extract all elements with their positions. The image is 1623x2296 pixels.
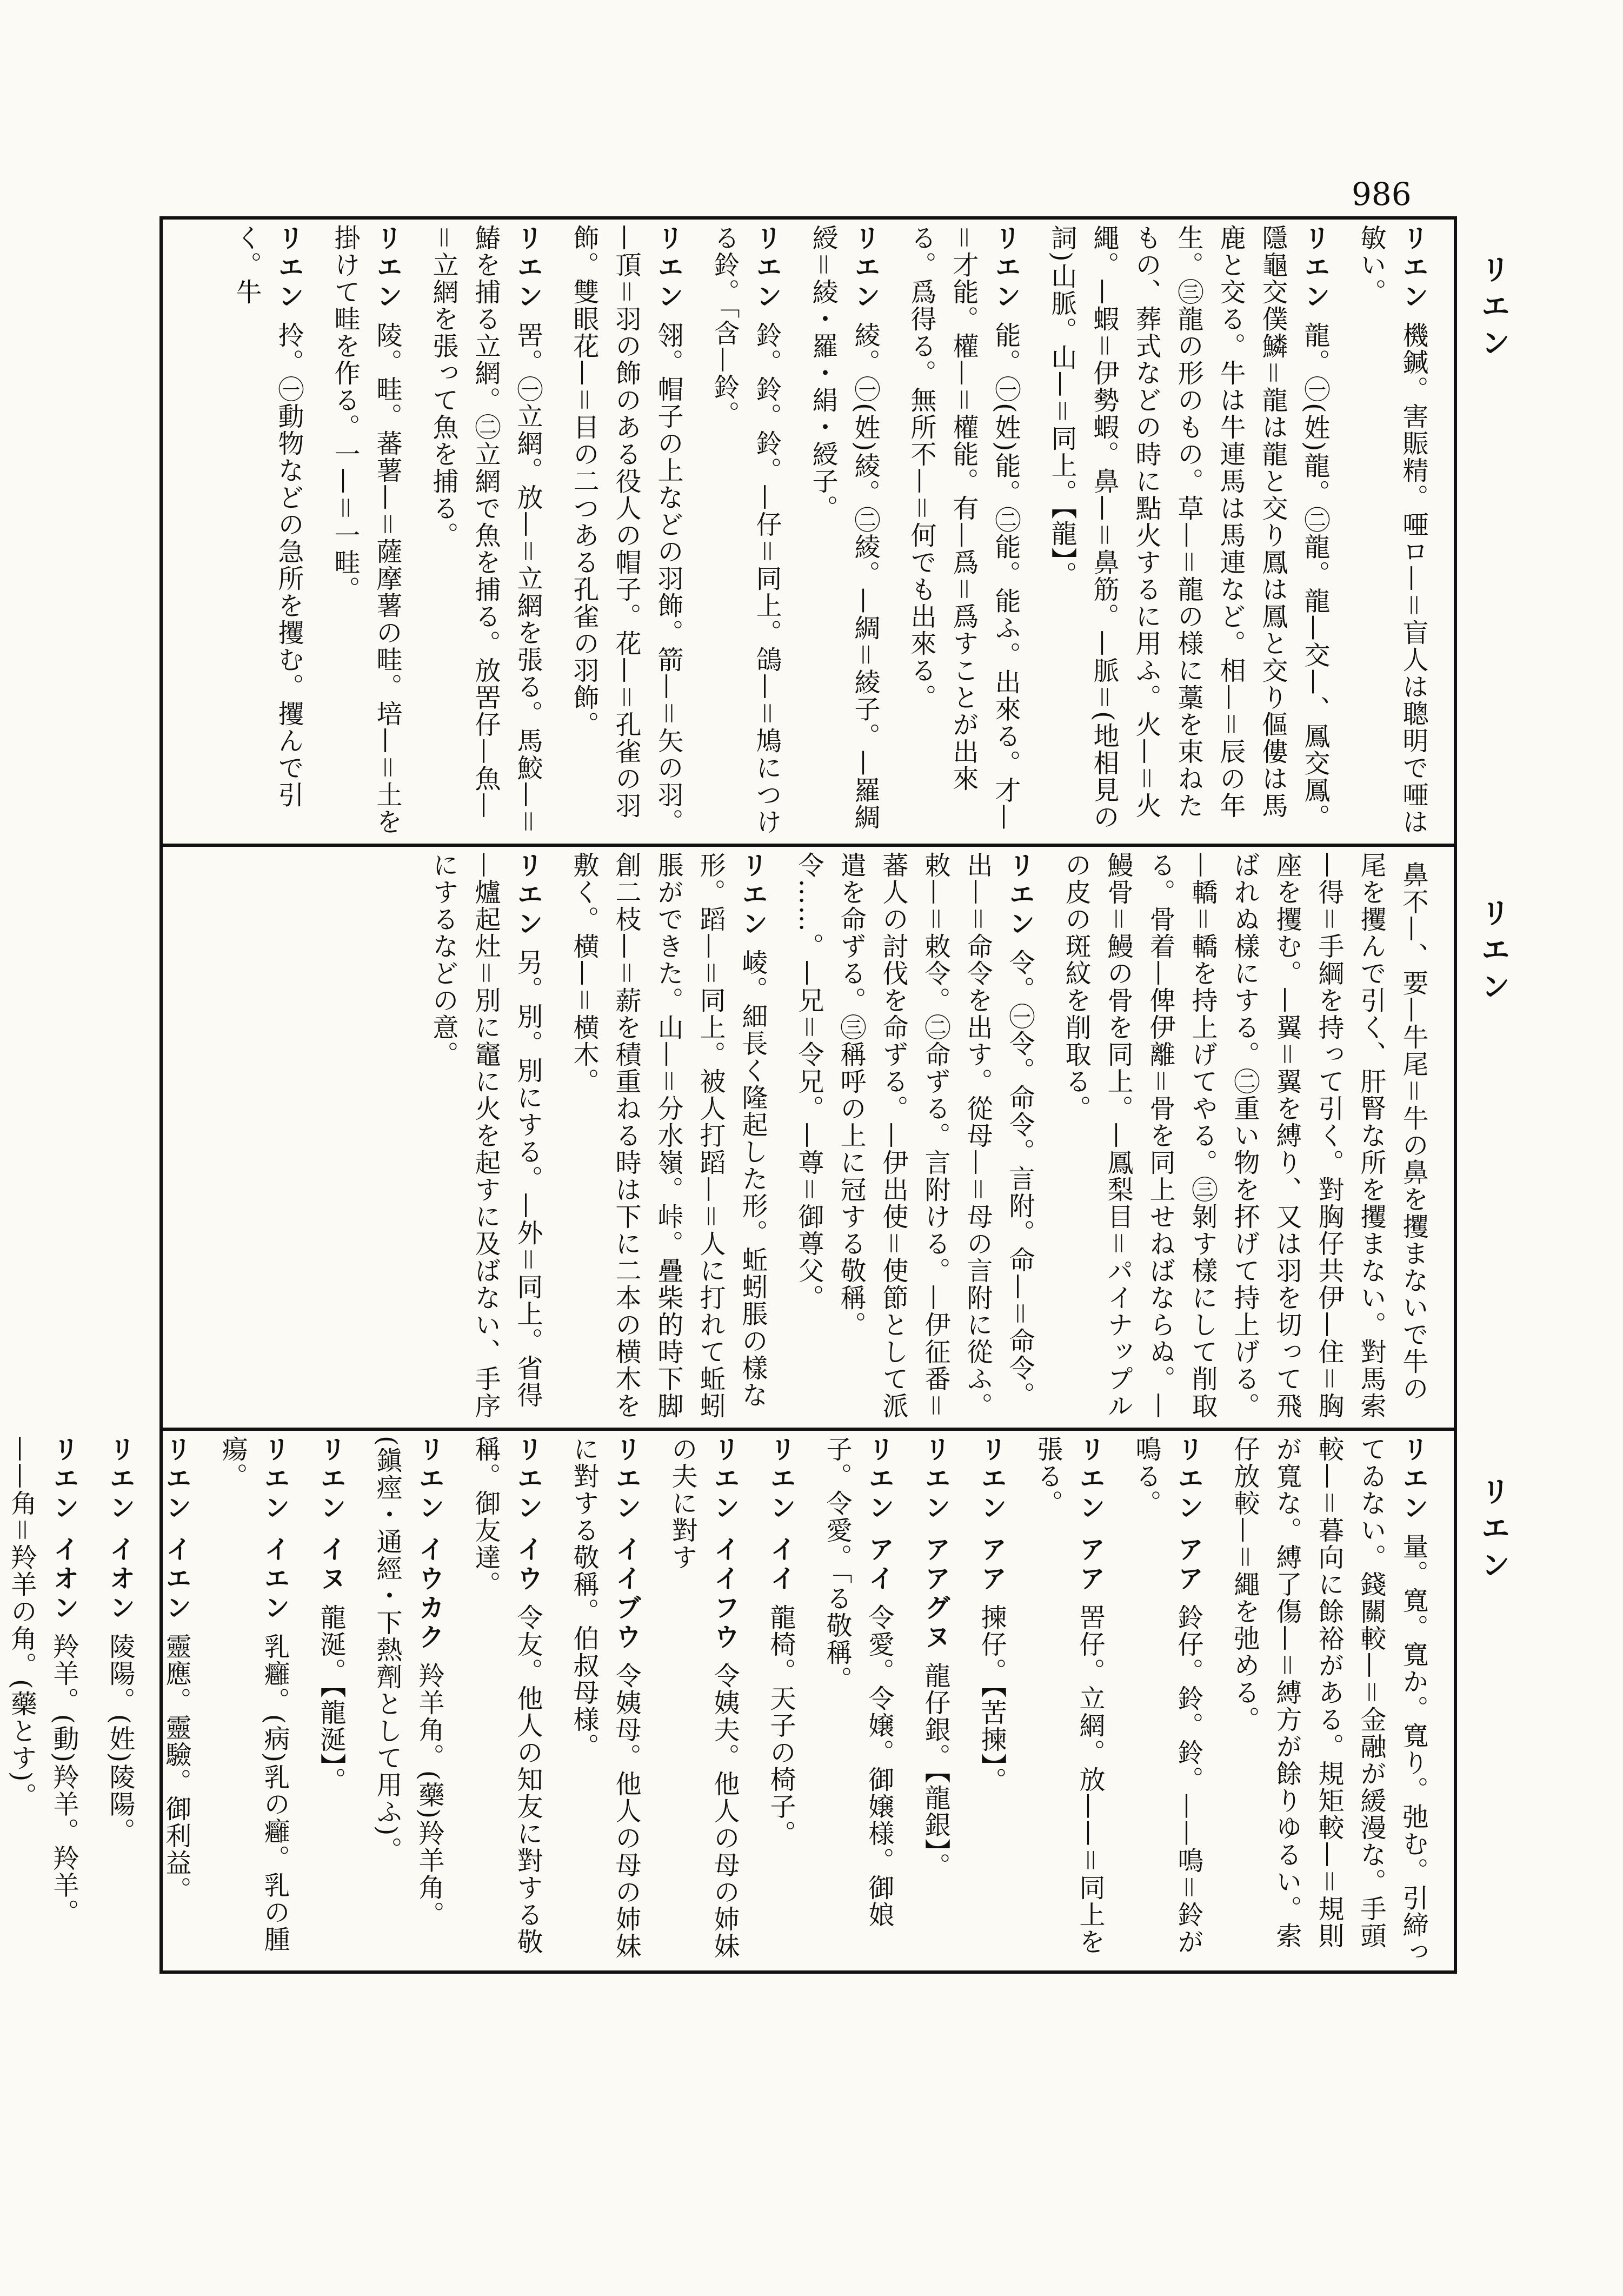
entry-body: 令友。他人の知友に對する敬稱。御友達。	[470, 1436, 543, 1955]
entry-body: 揀仔。【苦揀】。	[976, 1603, 1007, 1794]
dictionary-entry	[1223, 1436, 1434, 1966]
entry-body: 靈應。靈驗。御利益。	[161, 1633, 191, 1903]
entry-body: 龍椅。天子の椅子。	[766, 1603, 796, 1847]
entry-body: 龍。㊀(姓)龍。㊁龍。龍—交—、鳳交鳳。隱龜交僕鱗＝龍は龍と交り鳳は鳳と交り傴僂は馬鹿と交る。牛は牛連馬は馬連など。相—＝辰の年生。㊂龍の形のもの。草—＝龍の様に藁を束ねたもの、葬式などの時に點火するに用ふ。火—＝火繩。—蝦＝伊勢蝦。鼻—＝鼻筋。—脈＝(地相見の詞)山脈。山—＝同上。【龍】。	[1047, 224, 1330, 831]
entry-headword: リエン	[1398, 1436, 1428, 1523]
entry-body: 翎。帽子の上などの羽飾。箭—＝矢の羽。—頂＝羽の飾のある役人の帽子。花—＝孔雀の羽飾。雙眼花—＝目の二つある孔雀の羽飾。	[569, 224, 683, 836]
entry-body: 鈴。鈴。鈴。—仔＝同上。鴿—＝鳩につける鈴。「含—鈴。	[709, 224, 782, 836]
entry-body: 罟仔。立網。放——＝同上を張る。	[1033, 1436, 1105, 1955]
entry-headword: リエン イエン	[260, 1436, 290, 1623]
entry-columns	[167, 224, 1451, 835]
entry-headword: リエン イイフウ	[709, 1436, 740, 1653]
dictionary-entry	[1041, 224, 1336, 835]
dictionary-entry	[802, 224, 886, 835]
dictionary-entry	[970, 1436, 1013, 1966]
entry-headword: リエン	[737, 852, 768, 939]
dictionary-entry	[1, 1436, 85, 1966]
dictionary-entry	[1350, 224, 1434, 835]
dictionary-entry	[1125, 1436, 1209, 1966]
entry-body: 能。㊀(姓)能。㊁能。能ふ。出來る。才—＝才能。權—＝權能。有—爲＝爲すことが出來る。爲得る。無所不—＝何でも出來る。	[906, 224, 1021, 831]
entry-body: 令姨母。他人の母の姉妹に對する敬稱。伯叔母様。	[569, 1436, 641, 1960]
entry-headword: リエン イオン	[105, 1436, 135, 1623]
entry-headword: リエン	[1300, 224, 1330, 312]
entry-body: 拎。㊀動物などの急所を攫む。攫んで引く。牛	[231, 224, 304, 808]
page-number: 986	[1352, 176, 1412, 213]
entry-columns	[167, 852, 1451, 1422]
entry-headword: リエン イエン	[161, 1436, 191, 1623]
entry-body: 另。別。別にする。—外＝同上。省得—爐起灶＝別に竈に火を起すに及ばない、手序にするなどの意。	[428, 852, 543, 1420]
dictionary-entry	[788, 852, 1041, 1422]
entry-body: 機鍼。害賑精。唖ロ—＝盲人は聰明で唖は敏い。	[1356, 224, 1428, 836]
dictionary-entry	[900, 224, 1027, 835]
entry-body: 羚羊角。(藥)羚羊角。(鎭痙・通經・下熱劑として用ふ)。	[372, 1436, 444, 1928]
entry-headword: リエン	[513, 852, 543, 939]
entry-headword: リエン イウカク	[414, 1436, 444, 1653]
dictionary-entry	[366, 1436, 450, 1966]
dictionary-entry	[563, 224, 689, 835]
dictionary-entry	[324, 224, 408, 835]
entry-headword: リエン イヌ	[316, 1436, 346, 1594]
entry-headword: リエン アアグヌ	[920, 1436, 950, 1653]
dictionary-entry	[1055, 852, 1434, 1422]
entry-headword: リエン イウ	[513, 1436, 543, 1594]
dictionary-section-middle	[167, 852, 1451, 1422]
dictionary-entry	[422, 224, 549, 835]
running-head-middle: リエン	[1476, 898, 1511, 1008]
running-head-top: リエン	[1476, 254, 1511, 364]
entry-body: 龍涎。【龍涎】。	[316, 1603, 346, 1794]
entry-headword: リエン	[1398, 224, 1428, 312]
dictionary-entry	[422, 852, 549, 1422]
dictionary-entry	[816, 1436, 900, 1966]
entry-body: 綾。㊀(姓)綾。㊁綾。—綢＝綾子。—羅綢綬＝綾・羅・絹・綬子。	[808, 224, 880, 831]
entry-headword: リエン イオン	[49, 1436, 79, 1623]
entry-headword: リエン アア	[1075, 1436, 1105, 1594]
entry-body: 鈴仔。鈴。鈴。——鳴＝鈴が鳴る。	[1131, 1436, 1203, 1955]
entry-columns	[6, 1436, 1451, 1966]
entry-body: 陵。畦。蕃薯—＝薩摩薯の畦。培—＝土を掛けて畦を作る。一—＝一畦。	[330, 224, 402, 836]
dictionary-entry	[703, 224, 788, 835]
entry-headword: リエン	[274, 224, 304, 312]
entry-body: 乳癰。(病)乳の癰。乳の腫瘍。	[217, 1436, 290, 1953]
entry-body: 罟。㊀立網。放—＝立網を張る。馬鮫—＝鰆を捕る立網。㊁立網で魚を捕る。放罟仔—魚—＝立網を張って魚を捕る。	[428, 224, 543, 836]
entry-body: 量。寬。寬か。寬り。弛む。引締ってゐない。錢關較—＝金融が緩漫な。手頭較—＝暮向に餘裕がある。規矩較—＝規則が寬な。縛了傷—＝縛方が餘りゆるい。索仔放較—＝繩を弛める。	[1229, 1436, 1428, 1966]
entry-body: 龍仔銀。【龍銀】。	[920, 1662, 950, 1880]
entry-headword: リエン	[653, 224, 683, 312]
entry-body: 羚羊。(動)羚羊。羚羊。——角＝羚羊の角。(藥とす)。	[6, 1436, 79, 1926]
dictionary-entry	[1027, 1436, 1111, 1966]
entry-headword: リエン アイ	[864, 1436, 894, 1594]
entry-headword: リエン アア	[976, 1436, 1007, 1594]
dictionary-entry	[225, 224, 310, 835]
entry-headword: リエン イイ	[766, 1436, 796, 1594]
entry-headword: リエン イイブウ	[611, 1436, 641, 1653]
running-head-bottom: リエン	[1476, 1476, 1511, 1587]
dictionary-section-top	[167, 224, 1451, 835]
dictionary-entry	[563, 852, 774, 1422]
dictionary-entry	[914, 1436, 956, 1966]
entry-headword: リエン	[513, 224, 543, 312]
entry-headword: リエン	[372, 224, 402, 312]
section-divider-lower	[159, 1428, 1457, 1431]
dictionary-entry	[760, 1436, 802, 1966]
entry-headword: リエン	[990, 224, 1021, 312]
dictionary-entry	[99, 1436, 141, 1966]
dictionary-entry	[211, 1436, 296, 1966]
dictionary-entry	[155, 1436, 197, 1966]
entry-headword: リエン	[1005, 852, 1035, 939]
entry-headword: リエン	[850, 224, 880, 312]
dictionary-entry	[563, 1436, 647, 1966]
entry-body: 令姨夫。他人の母の姉妹の夫に對す	[667, 1436, 740, 1960]
entry-body: 令。㊀令。命令。言附。命—＝命令。出—＝命令を出す。從母—＝母の言附に從ふ。敕—＝敕令。㊁命ずる。言附ける。—伊征番＝蕃人の討伐を命ずる。—伊出使＝使節として派遣を命ずる。㊂稱呼の上に冠する敬稱。令……。—兄＝令兄。—尊＝御尊父。	[794, 852, 1035, 1420]
dictionary-section-bottom	[6, 1436, 1451, 1966]
entry-headword: リエン アア	[1173, 1436, 1203, 1594]
dictionary-entry	[464, 1436, 549, 1966]
entry-body: 令愛。令嬢。御嬢様。御娘子。令愛。「る敬稱。	[822, 1436, 894, 1928]
dictionary-entry	[661, 1436, 746, 1966]
section-divider-upper	[159, 844, 1457, 847]
entry-body: 鼻不—、要—牛尾＝牛の鼻を攫まないで牛の尾を攫んで引く、肝腎な所を攫まない。對馬索—得＝手綱を持って引く。對胸仔共伊—住＝胸座を攫む。—翼＝翼を縛り、又は羽を切って飛ばれぬ樣にする。㊁重い物を抔げて持上げる。—轎＝轎を持上げてやる。㊂剝す樣にして削取る。骨着—俾伊離＝骨を同上せねばならぬ。—鰻骨＝鰻の骨を同上。—鳳梨目＝パイナップルの皮の斑紋を削取る。	[1061, 852, 1428, 1420]
entry-headword: リエン	[751, 224, 782, 312]
entry-body: 陵陽。(姓)陵陽。	[105, 1633, 135, 1845]
entry-body: 崚。細長く隆起した形。蚯蚓脹の樣な形。蹈—＝同上。被人打蹈—＝人に打れて蚯蚓脹ができた。山—＝分水嶺。峠。疊柴的時下脚創二枝—＝薪を積重ねる時は下に二本の横木を敷く。横—＝横木。	[569, 852, 768, 1420]
dictionary-entry	[310, 1436, 352, 1966]
